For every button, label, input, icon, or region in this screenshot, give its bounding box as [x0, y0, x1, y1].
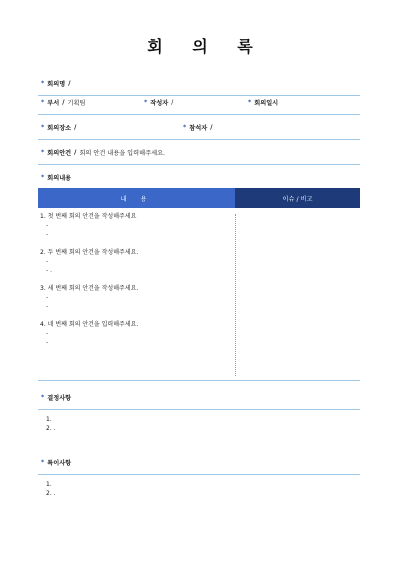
agenda-item-note: -	[46, 231, 49, 238]
agenda-label: 회의안건	[47, 149, 72, 157]
dept-field[interactable]	[41, 91, 85, 113]
remarks-heading-row	[38, 451, 360, 473]
decisions-label: 결정사항	[47, 394, 72, 402]
column-header-notes: 이슈 / 비고	[235, 188, 360, 208]
list-item: 1.	[46, 416, 52, 423]
bullet-star-icon: *	[41, 148, 45, 156]
remarks-label: 특이사항	[47, 459, 72, 467]
bullet-star-icon: *	[41, 173, 45, 181]
separator-slash: /	[62, 98, 65, 106]
agenda-item	[40, 285, 230, 311]
separator-slash: /	[74, 148, 77, 156]
agenda-item	[40, 249, 230, 275]
agenda-item-note: -	[46, 303, 49, 310]
attendees-label: 참석자	[189, 124, 208, 132]
bullet-star-icon: *	[41, 458, 45, 466]
table-bottom-rule	[38, 380, 360, 381]
agenda-item-note: -	[46, 294, 49, 301]
meeting-name-label: 회의명	[47, 80, 66, 88]
agenda-item-note: - .	[46, 267, 52, 274]
agenda-item-note: -	[46, 330, 49, 337]
decisions-heading-row	[38, 386, 360, 408]
place-attendees-row	[38, 116, 360, 138]
bullet-star-icon: *	[41, 98, 45, 106]
agenda-row	[38, 141, 360, 163]
list-item: 2. .	[46, 490, 56, 497]
agenda-item-title: 4. 네 번째 회의 안건을 입력해주세요.	[40, 321, 139, 328]
agenda-item	[40, 213, 230, 239]
column-divider	[235, 214, 236, 376]
bullet-star-icon: *	[41, 393, 45, 401]
agenda-item	[40, 321, 230, 347]
attendees-field[interactable]	[183, 116, 215, 138]
separator-slash: /	[68, 79, 71, 87]
separator-slash: /	[171, 98, 174, 106]
dept-label: 부서	[47, 99, 60, 107]
bullet-star-icon: *	[41, 123, 45, 131]
agenda-item-note: -	[46, 258, 49, 265]
bullet-star-icon: *	[144, 98, 148, 106]
decisions-list[interactable]	[46, 415, 56, 433]
agenda-item-title: 1. 첫 번째 회의 안건을 작성해주세요	[40, 213, 137, 220]
separator-slash: /	[210, 123, 213, 131]
list-item: 1.	[46, 481, 52, 488]
decisions-heading	[41, 386, 71, 408]
dept-author-datetime-row	[38, 91, 360, 113]
list-item: 2. .	[46, 425, 56, 432]
column-header-content: 내 용	[38, 188, 235, 208]
datetime-field[interactable]	[248, 91, 278, 113]
dept-value: 기획팀	[67, 99, 86, 107]
agenda-value: 회의 안건 내용을 입력해주세요.	[79, 149, 166, 157]
separator-slash: /	[74, 123, 77, 131]
minutes-heading	[41, 166, 71, 188]
agenda-item-title: 2. 두 번째 회의 안건을 작성해주세요.	[40, 249, 139, 256]
minutes-table-header	[38, 188, 360, 208]
datetime-label: 회의일시	[254, 99, 279, 107]
agenda-item-title: 3. 세 번째 회의 안건을 작성해주세요.	[40, 285, 139, 292]
place-label: 회의장소	[47, 124, 72, 132]
remarks-heading	[41, 451, 71, 473]
agenda-item-note: -	[46, 339, 49, 346]
bullet-star-icon: *	[183, 123, 187, 131]
minutes-heading-row	[38, 166, 360, 188]
minutes-table-body	[38, 208, 360, 376]
bullet-star-icon: *	[248, 98, 252, 106]
author-field[interactable]	[144, 91, 176, 113]
bullet-star-icon: *	[41, 79, 45, 87]
page-title: 회 의 록	[147, 37, 265, 56]
agenda-item-note: -	[46, 222, 49, 229]
remarks-list[interactable]	[46, 480, 56, 498]
author-label: 작성자	[150, 99, 169, 107]
minutes-content-cell[interactable]	[40, 213, 230, 357]
minutes-label: 회의내용	[47, 174, 72, 182]
agenda-field[interactable]	[41, 141, 165, 163]
place-field[interactable]	[41, 116, 79, 138]
